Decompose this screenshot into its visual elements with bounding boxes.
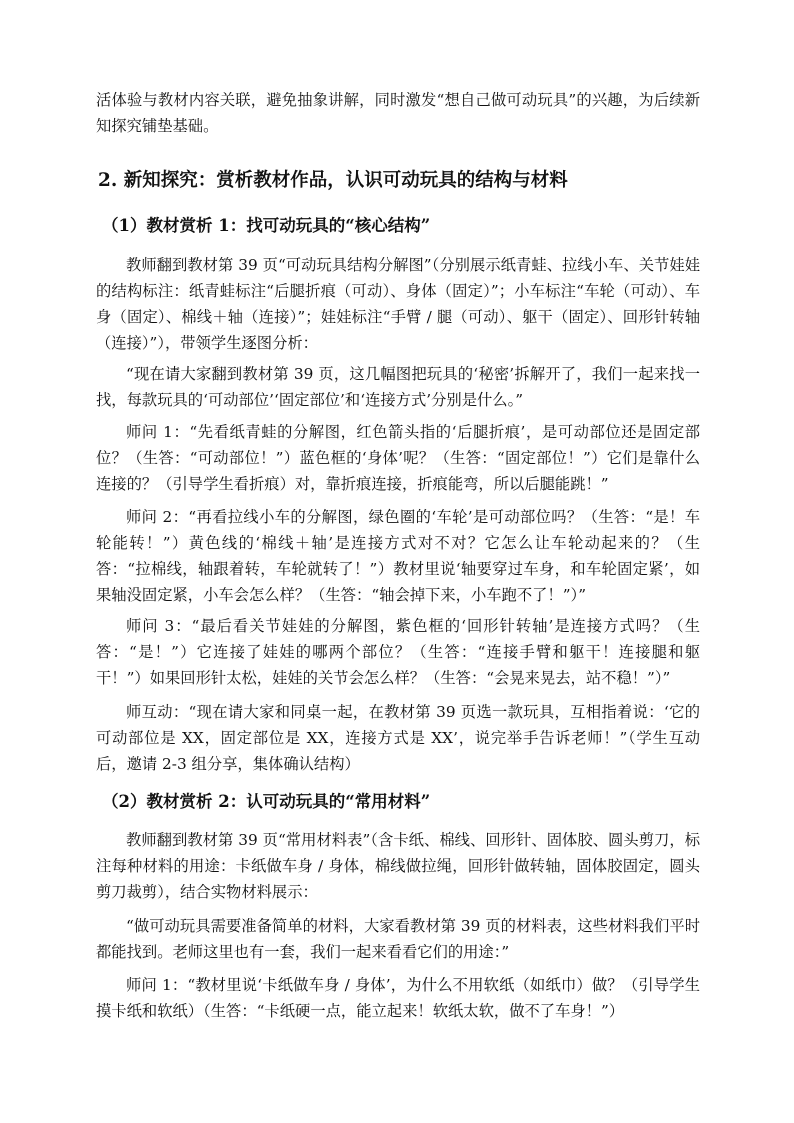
structure-diagram-paragraph: 教师翻到教材第 39 页“可动玩具结构分解图”（分别展示纸青蛙、拉线小车、关节娃娃的结构标注：纸青蛙标注“后腿折痕（可动）、身体（固定）”；小车标注“车轮（可动）、车身（固定）、棉线＋轴（连接）”；娃娃标注“手臂 / 腿（可动）、躯干（固定）、回形针转轴（连接）”），带领学生逐图分析： (96, 256, 700, 352)
materials-table-paragraph: 教师翻到教材第 39 页“常用材料表”（含卡纸、棉线、回形针、固体胶、圆头剪刀，标注每种材料的用途：卡纸做车身 / 身体，棉线做拉绳，回形针做转轴，固体胶固定，圆头剪刀裁剪），结合实物材料展示： (96, 831, 700, 901)
materials-question-1: 师问 1：“教材里说‘卡纸做车身 / 身体’，为什么不用软纸（如纸巾）做？（引导学生摸卡纸和软纸）（生答：“卡纸硬一点，能立起来！软纸太软，做不了车身！”） (96, 976, 700, 1020)
intro-paragraph-tail: 活体验与教材内容关联，避免抽象讲解，同时激发“想自己做可动玩具”的兴趣，为后续新知探究铺垫基础。 (96, 91, 700, 135)
question-1-paper-frog: 师问 1：“先看纸青蛙的分解图，红色箭头指的‘后腿折痕’，是可动部位还是固定部位？（生答：“可动部位！”）蓝色框的‘身体’呢？（生答：“固定部位！”）它们是靠什么连接的？（引导学生看折痕）对，靠折痕连接，折痕能弯，所以后腿能跳！” (96, 423, 700, 493)
question-3-joint-doll: 师问 3：“最后看关节娃娃的分解图，紫色框的‘回形针转轴’是连接方式吗？（生答：“是！”）它连接了娃娃的哪两个部位？（生答：“连接手臂和躯干！连接腿和躯干！”）如果回形针太松，娃娃的关节会怎么样？（生答：“会晃来晃去，站不稳！”）” (96, 617, 700, 687)
question-2-pull-car: 师问 2：“再看拉线小车的分解图，绿色圈的‘车轮’是可动部位吗？（生答：“是！车轮能转！”）黄色线的‘棉线＋轴’是连接方式对不对？它怎么让车轮动起来的？（生答：“拉棉线，轴跟着转，车轮就转了！”）教材里说‘轴要穿过车身，和车轮固定紧’，如果轴没固定紧，小车会怎么样？（生答：“轴会掉下来，小车跑不了！”）” (96, 508, 700, 604)
subsection-heading-materials: （2）教材赏析 2：认可动玩具的“常用材料” (102, 792, 431, 811)
teacher-interaction-paragraph: 师互动：“现在请大家和同桌一起，在教材第 39 页选一款玩具，互相指着说：‘它的可动部位是 XX，固定部位是 XX，连接方式是 XX’，说完举手告诉老师！”（学生互动后，邀请 2-3 组分享，集体确认结构） (96, 703, 700, 773)
subsection-heading-core-structure: （1）教材赏析 1：找可动玩具的“核心结构” (102, 216, 431, 235)
teacher-intro-quote: “现在请大家翻到教材第 39 页，这几幅图把玩具的‘秘密’拆解开了，我们一起来找一找，每款玩具的‘可动部位’‘固定部位’和‘连接方式’分别是什么。” (96, 365, 700, 409)
section-heading-new-knowledge: 2. 新知探究：赏析教材作品，认识可动玩具的结构与材料 (98, 170, 568, 191)
materials-intro-quote: “做可动玩具需要准备简单的材料，大家看教材第 39 页的材料表，这些材料我们平时都能找到。老师这里也有一套，我们一起来看看它们的用途：” (96, 917, 700, 961)
